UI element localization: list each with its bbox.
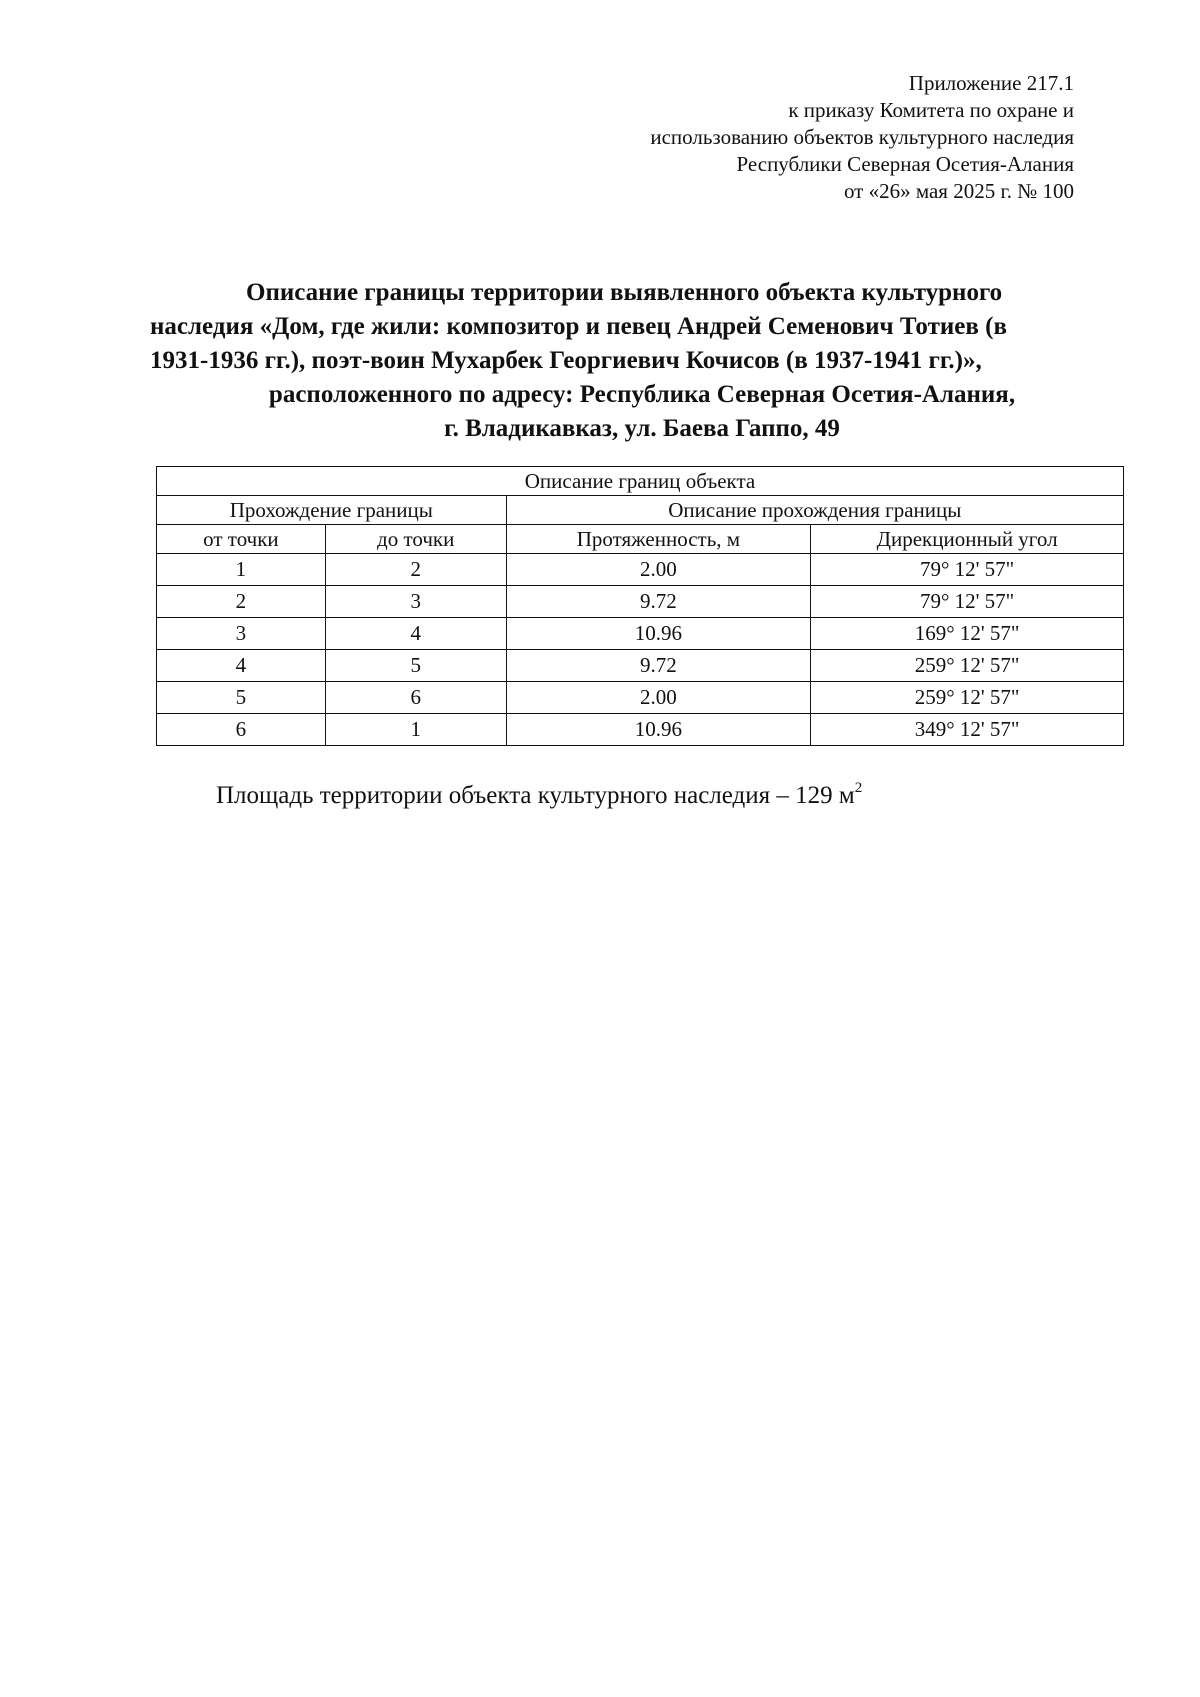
area-text: Площадь территории объекта культурного наследия – 129 м xyxy=(216,782,855,809)
column-header-angle: Дирекционный угол xyxy=(811,525,1124,554)
cell-length: 9.72 xyxy=(506,650,811,682)
cell-to: 5 xyxy=(325,650,506,682)
column-header-from: от точки xyxy=(157,525,326,554)
title-line: расположенного по адресу: Республика Северная Осетия-Алания, xyxy=(268,381,1016,408)
cell-from: 1 xyxy=(157,554,326,586)
area-statement xyxy=(216,782,862,810)
cell-length: 10.96 xyxy=(506,618,811,650)
cell-from: 2 xyxy=(157,586,326,618)
cell-angle: 169° 12' 57" xyxy=(811,618,1124,650)
table-row xyxy=(157,586,1124,618)
cell-to: 6 xyxy=(325,682,506,714)
column-header-length: Протяженность, м xyxy=(506,525,811,554)
cell-to: 3 xyxy=(325,586,506,618)
cell-from: 6 xyxy=(157,714,326,746)
cell-to: 4 xyxy=(325,618,506,650)
group-header-pass: Прохождение границы xyxy=(157,496,507,525)
table-row xyxy=(157,682,1124,714)
boundary-table xyxy=(156,466,1124,746)
cell-to: 2 xyxy=(325,554,506,586)
cell-length: 10.96 xyxy=(506,714,811,746)
table-row xyxy=(157,554,1124,586)
title-line: Описание границы территории выявленного объекта культурного xyxy=(246,279,1003,306)
area-unit-superscript: 2 xyxy=(854,780,863,796)
title-line: наследия «Дом, где жили: композитор и певец Андрей Семенович Тотиев (в xyxy=(150,313,1007,340)
cell-angle: 349° 12' 57" xyxy=(811,714,1124,746)
cell-length: 2.00 xyxy=(506,554,811,586)
appendix-line: к приказу Комитета по охране и xyxy=(788,98,1074,122)
appendix-header xyxy=(650,70,1074,205)
cell-from: 5 xyxy=(157,682,326,714)
appendix-line: Приложение 217.1 xyxy=(908,71,1074,95)
table-caption: Описание границ объекта xyxy=(157,467,1124,496)
cell-to: 1 xyxy=(325,714,506,746)
table-row xyxy=(157,618,1124,650)
cell-from: 3 xyxy=(157,618,326,650)
cell-angle: 259° 12' 57" xyxy=(811,682,1124,714)
cell-angle: 79° 12' 57" xyxy=(811,586,1124,618)
group-header-desc: Описание прохождения границы xyxy=(506,496,1123,525)
title-line: 1931-1936 гг.), поэт-воин Мухарбек Георгиевич Кочисов (в 1937-1941 гг.)», xyxy=(150,347,982,374)
appendix-line: использованию объектов культурного наследия xyxy=(650,125,1074,149)
cell-length: 9.72 xyxy=(506,586,811,618)
title-line: г. Владикавказ, ул. Баева Гаппо, 49 xyxy=(444,415,840,442)
cell-length: 2.00 xyxy=(506,682,811,714)
table-row xyxy=(157,714,1124,746)
column-header-to: до точки xyxy=(325,525,506,554)
document-title xyxy=(150,276,1134,446)
cell-angle: 79° 12' 57" xyxy=(811,554,1124,586)
appendix-line: от «26» мая 2025 г. № 100 xyxy=(843,179,1074,203)
table-row xyxy=(157,650,1124,682)
appendix-line: Республики Северная Осетия-Алания xyxy=(736,152,1074,176)
cell-angle: 259° 12' 57" xyxy=(811,650,1124,682)
cell-from: 4 xyxy=(157,650,326,682)
